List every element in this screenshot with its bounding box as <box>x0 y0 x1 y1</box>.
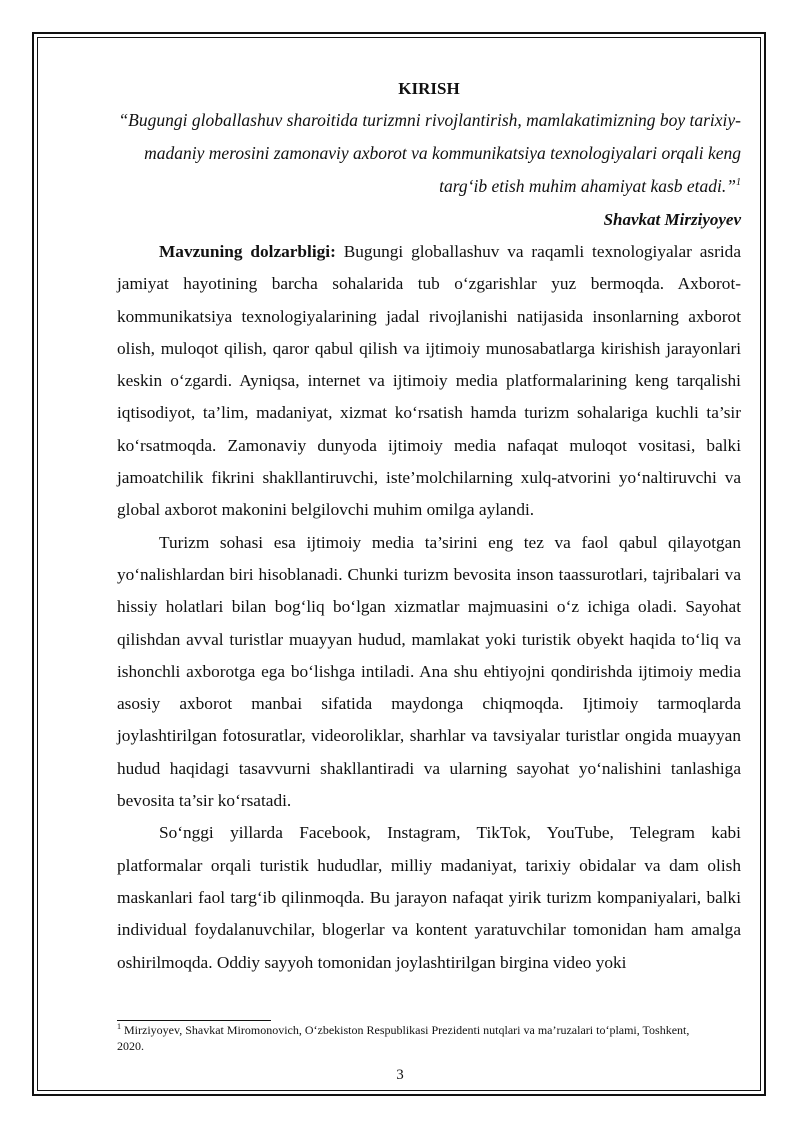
footnote-separator <box>117 1020 271 1021</box>
section-heading: KIRISH <box>398 79 460 98</box>
epigraph-quote <box>117 104 741 203</box>
footnote-number: 1 <box>117 1022 121 1031</box>
epigraph-text: “Bugungi globallashuv sharoitida turizmni rivojlantirish, mamlakatimizning boy tarixiy-madaniy merosini zamonaviy axborot va kommunikatsiya texnologiyalari orqali keng targ‘ib etish muhim ahamiyat kasb etadi.” <box>118 110 741 196</box>
paragraph-text: Bugungi globallashuv va raqamli texnologiyalar asrida jamiyat hayotining barcha sohalarida tub o‘zgarishlar yuz bermoqda. Axborot-kommunikatsiya texnologiyalarining jadal rivojlanishi natijasida insonlarning axborot olish, muloqot qilish, qaror qabul qilish va ijtimoiy munosabatlarga kirishish jarayonlari keskin o‘zgardi. Ayniqsa, internet va ijtimoiy media platformalarining keng tarqalishi iqtisodiyot, ta’lim, madaniyat, xizmat ko‘rsatish hamda turizm sohalariga kuchli ta’sir ko‘rsatmoqda. Zamonaviy dunyoda ijtimoiy media nafaqat muloqot vositasi, balki jamoatchilik fikrini shakllantiruvchi, iste’molchilarning xulq-atvorini yo‘naltiruvchi va global axborot makonini belgilovchi muhim omilga aylandi. <box>117 242 741 520</box>
epigraph-author: Shavkat Mirziyoyev <box>603 210 741 229</box>
page-number: 3 <box>396 1067 404 1083</box>
page-body <box>117 74 741 979</box>
paragraph-relevance <box>117 236 741 527</box>
paragraph-lead: Mavzuning dolzarbligi: <box>159 242 336 261</box>
footnote <box>117 1022 717 1054</box>
paragraph-tourism: Turizm sohasi esa ijtimoiy media ta’sirini eng tez va faol qabul qilayotgan yo‘nalishlardan biri hisoblanadi. Chunki turizm bevosita inson taassurotlari, tajribalari va hissiy holatlari bilan bog‘liq bo‘lgan xizmatlar majmuasini o‘z ichiga oladi. Sayohat qilishdan avval turistlar muayyan hudud, mamlakat yoki turistik obyekt haqida to‘liq va ishonchli axborotga ega bo‘lishga intiladi. Ana shu ehtiyojni qondirishda ijtimoiy media asosiy axborot manbai sifatida maydonga chiqmoqda. Ijtimoiy tarmoqlarda joylashtirilgan fotosuratlar, videoroliklar, sharhlar va tavsiyalar turistlar ongida muayyan hudud haqidagi tasavvurni shakllantiradi va ularning sayohat yo‘nalishini tanlashiga bevosita ta’sir ko‘rsatadi. <box>117 532 741 811</box>
footnote-reference[interactable]: 1 <box>736 177 741 189</box>
footnote-text: Mirziyoyev, Shavkat Miromonovich, O‘zbekiston Respublikasi Prezidenti nutqlari va ma’ruzalari to‘plami, Toshkent, 2020. <box>117 1023 690 1053</box>
paragraph-platforms: So‘nggi yillarda Facebook, Instagram, TikTok, YouTube, Telegram kabi platformalar orqali turistik hududlar, milliy madaniyat, tarixiy obidalar va dam olish maskanlari faol targ‘ib qilinmoqda. Bu jarayon nafaqat yirik turizm kompaniyalari, balki individual foydalanuvchilar, blogerlar va kontent yaratuvchilar tomonidan ham amalga oshirilmoqda. Oddiy sayyoh tomonidan joylashtirilgan birgina video yoki <box>117 823 741 972</box>
